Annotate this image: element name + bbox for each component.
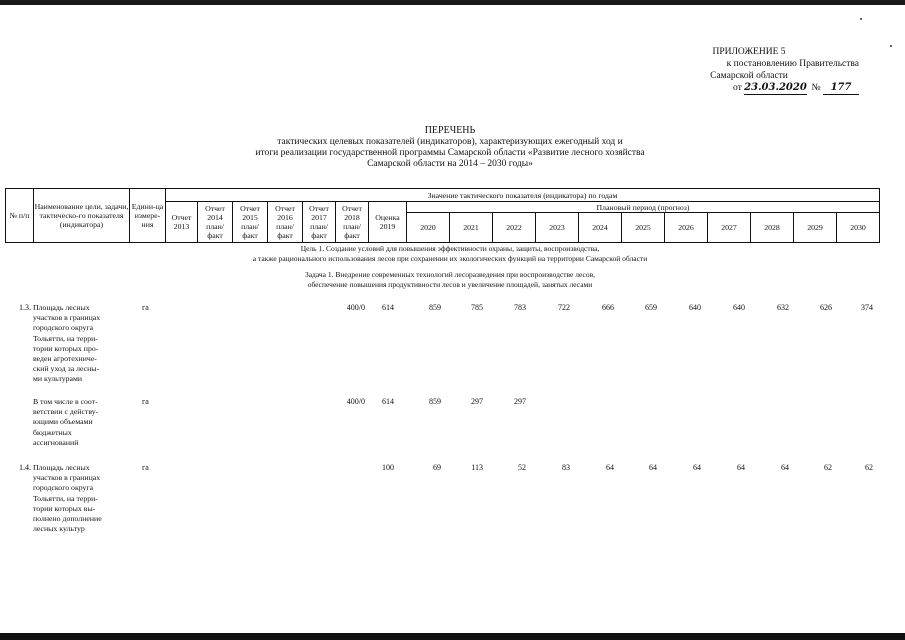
row-value-2019: 614 [382,303,394,312]
title-heading: ПЕРЕЧЕНЬ [424,125,476,136]
row-forecast-2022: 297 [514,397,526,406]
appendix-line-resolution: к постановлению Правительства [726,59,859,69]
row-forecast-2029: 62 [824,463,832,472]
header-year-2017: Отчет 2017 план/ факт [303,202,336,243]
header-forecast-2028: 2028 [751,213,794,243]
header-forecast-2030: 2030 [837,213,880,243]
indicators-table-header [5,188,880,243]
row-forecast-2022: 783 [514,303,526,312]
header-values-group: Значение тактического показателя (индикатора) по годам [166,189,880,202]
row-forecast-2025: 64 [649,463,657,472]
task-line-1: Задача 1. Внедрение современных технологий лесоразведения при воспроизводстве лесов, [304,270,596,279]
row-unit: га [142,463,149,472]
resolution-date: 23.03.2020 [744,82,807,93]
row-value-2018: 400/0 [346,303,365,312]
appendix-title: ПРИЛОЖЕНИЕ 5 [712,47,786,57]
row-indicator-name: В том числе в соот- ветствии с действу- ющими объемами бюджетных ассигнований [33,397,99,447]
row-number: 1.3. [19,303,31,312]
header-year-2018: Отчет 2018 план/ факт [336,202,369,243]
row-forecast-2027: 640 [733,303,745,312]
header-num: № п/п [6,189,34,243]
row-indicator-name: Площадь лесных участков в границах городского округа Тольятти, на терри- тории которых вы- полнено дополнение лесных культур [33,463,102,534]
header-forecast-group: Плановый период (прогноз) [407,202,880,213]
task-1 [200,270,700,290]
header-forecast-2023: 2023 [536,213,579,243]
scan-speck [890,45,892,47]
header-name: Наименование цели, задачи, тактическо-го показателя (индикатора) [34,189,130,243]
row-unit: га [142,303,149,312]
goal-1 [150,244,750,264]
row-forecast-2025: 659 [645,303,657,312]
resolution-number: 177 [823,82,859,95]
header-forecast-2024: 2024 [579,213,622,243]
row-forecast-2020: 859 [429,303,441,312]
header-year-2015: Отчет 2015 план/ факт [233,202,268,243]
row-value-2019: 100 [382,463,394,472]
header-forecast-2021: 2021 [450,213,493,243]
row-forecast-2028: 632 [777,303,789,312]
header-forecast-2027: 2027 [708,213,751,243]
goal-line-2: а также рационального использования лесов при сохранении их экологических функций на территории Самарской области [252,254,648,263]
row-forecast-2029: 626 [820,303,832,312]
row-forecast-2022: 52 [518,463,526,472]
row-forecast-2023: 83 [562,463,570,472]
from-label: от [733,83,742,93]
row-forecast-2024: 666 [602,303,614,312]
row-forecast-2030: 374 [861,303,873,312]
row-forecast-2026: 640 [689,303,701,312]
header-year-2016: Отчет 2016 план/ факт [268,202,303,243]
header-unit: Едини-ца измере-ния [130,189,166,243]
goal-line-1: Цель 1. Создание условий для повышения эффективности охраны, защиты, воспроизводства, [300,244,600,253]
row-forecast-2026: 64 [693,463,701,472]
header-forecast-2026: 2026 [665,213,708,243]
row-forecast-2021: 785 [471,303,483,312]
scan-speck [860,18,862,20]
header-year-2014: Отчет 2014 план/ факт [198,202,233,243]
task-line-2: обеспечение повышения продуктивности лесов и увеличение площадей, занятых лесами [307,280,593,289]
header-forecast-2029: 2029 [794,213,837,243]
header-forecast-2022: 2022 [493,213,536,243]
scan-top-border [0,0,905,5]
header-year-2013: Отчет 2013 [166,202,198,243]
row-forecast-2021: 297 [471,397,483,406]
row-number: 1.4. [19,463,31,472]
title-line-1: тактических целевых показателей (индикаторов), характеризующих ежегодный ход и [277,137,623,147]
row-indicator-name: Площадь лесных участков в границах городского округа Тольятти, на терри- тории которых про- веден агротехниче- ский уход за лесны- ми культурами [33,303,101,384]
scan-bottom-border [0,633,905,640]
appendix-line-region: Самарской области [710,71,788,81]
row-forecast-2023: 722 [558,303,570,312]
header-year-2019: Оценка 2019 [369,202,407,243]
row-value-2019: 614 [382,397,394,406]
row-forecast-2028: 64 [781,463,789,472]
row-forecast-2021: 113 [471,463,483,472]
row-forecast-2030: 62 [865,463,873,472]
row-forecast-2024: 64 [606,463,614,472]
row-unit: га [142,397,149,406]
row-forecast-2027: 64 [737,463,745,472]
header-forecast-2020: 2020 [407,213,450,243]
appendix-stamp [639,46,859,95]
row-forecast-2020: 69 [433,463,441,472]
title-line-2: итоги реализации государственной программы Самарской области «Развитие лесного хозяйства [255,148,645,158]
document-title [150,125,750,170]
appendix-date-line [733,83,859,93]
row-value-2018: 400/0 [346,397,365,406]
row-forecast-2020: 859 [429,397,441,406]
header-forecast-2025: 2025 [622,213,665,243]
number-label: № [811,83,821,93]
title-line-3: Самарской области на 2014 – 2030 годы» [367,159,533,169]
